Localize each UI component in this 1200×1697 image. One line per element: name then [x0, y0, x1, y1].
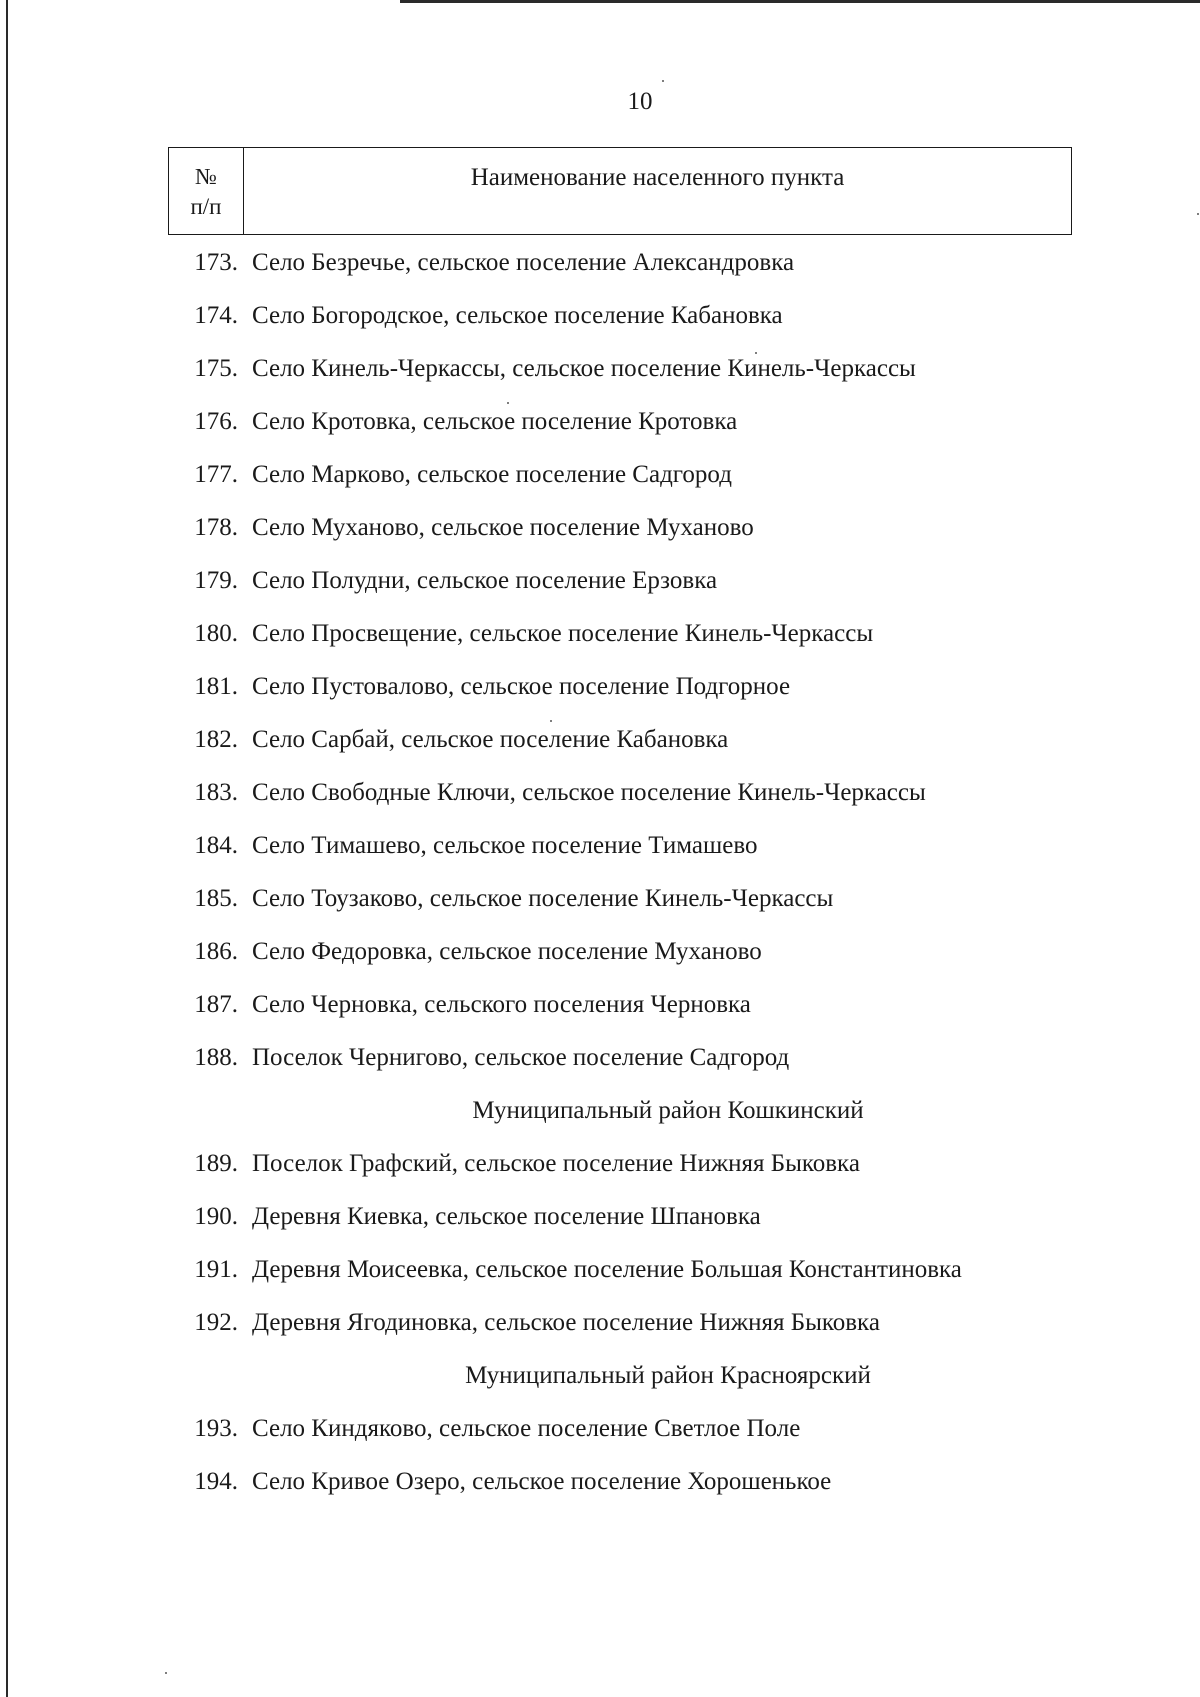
- settlement-list: [168, 247, 1088, 1519]
- scan-speck: [165, 1672, 167, 1674]
- scan-speck: [1197, 213, 1199, 215]
- list-item-number: 183.: [194, 779, 238, 806]
- list-item: [168, 883, 1088, 936]
- list-item-number: 184.: [194, 832, 238, 859]
- list-item: [168, 1148, 1088, 1201]
- page-number: 10: [627, 88, 653, 115]
- list-item-text: Село Тоузаково, сельское поселение Кинель-Черкассы: [252, 885, 834, 912]
- list-item-text: Село Тимашево, сельское поселение Тимашево: [252, 832, 758, 859]
- list-item-text: Поселок Графский, сельское поселение Нижняя Быковка: [252, 1150, 860, 1177]
- list-item-number: 194.: [194, 1468, 238, 1495]
- list-item: [168, 618, 1088, 671]
- table-header-number-symbol: №: [195, 164, 217, 189]
- list-item: [168, 300, 1088, 353]
- list-item-number: 189.: [194, 1150, 238, 1177]
- list-item-number: 174.: [194, 302, 238, 329]
- list-item: [168, 565, 1088, 618]
- district-heading: Муниципальный район Кошкинский: [472, 1097, 864, 1124]
- list-item: [168, 671, 1088, 724]
- list-item-text: Деревня Киевка, сельское поселение Шпановка: [252, 1203, 761, 1230]
- list-item-number: 180.: [194, 620, 238, 647]
- list-item-text: Село Киндяково, сельское поселение Светлое Поле: [252, 1415, 801, 1442]
- list-item-number: 186.: [194, 938, 238, 965]
- list-item-text: Село Просвещение, сельское поселение Кинель-Черкассы: [252, 620, 874, 647]
- list-item-text: Село Марково, сельское поселение Садгород: [252, 461, 732, 488]
- list-item: [168, 830, 1088, 883]
- list-item-number: 176.: [194, 408, 238, 435]
- list-item: [168, 1307, 1088, 1360]
- list-item: [168, 353, 1088, 406]
- list-item-text: Деревня Ягодиновка, сельское поселение Нижняя Быковка: [252, 1309, 880, 1336]
- table-header-name-cell: Наименование населенного пункта: [470, 164, 845, 191]
- list-item: [168, 1413, 1088, 1466]
- list-item-number: 177.: [194, 461, 238, 488]
- scan-speck: [662, 80, 664, 82]
- scan-speck: [550, 720, 552, 722]
- list-item-text: Село Свободные Ключи, сельское поселение Кинель-Черкассы: [252, 779, 926, 806]
- list-item: [168, 777, 1088, 830]
- list-item: [168, 936, 1088, 989]
- list-item: [168, 247, 1088, 300]
- list-item-text: Село Черновка, сельского поселения Черновка: [252, 991, 751, 1018]
- list-item-text: Село Федоровка, сельское поселение Муханово: [252, 938, 762, 965]
- list-item-number: 190.: [194, 1203, 238, 1230]
- list-item-text: Село Сарбай, сельское поселение Кабановка: [252, 726, 729, 753]
- list-item: [168, 989, 1088, 1042]
- list-item-text: Село Кривое Озеро, сельское поселение Хорошенькое: [252, 1468, 832, 1495]
- list-item-number: 187.: [194, 991, 238, 1018]
- list-item-text: Поселок Чернигово, сельское поселение Садгород: [252, 1044, 790, 1071]
- list-item-text: Деревня Моисеевка, сельское поселение Большая Константиновка: [252, 1256, 962, 1283]
- list-item-number: 191.: [194, 1256, 238, 1283]
- table-header-number-abbrev: п/п: [190, 194, 222, 219]
- list-item-number: 192.: [194, 1309, 238, 1336]
- list-item-text: Село Кинель-Черкассы, сельское поселение Кинель-Черкассы: [252, 355, 916, 382]
- table-header: [168, 147, 1072, 235]
- list-item: [168, 459, 1088, 512]
- scan-border-top: [400, 0, 1200, 3]
- list-item-number: 179.: [194, 567, 238, 594]
- list-item-number: 185.: [194, 885, 238, 912]
- scan-border-left: [6, 0, 8, 1697]
- list-item-text: Село Кротовка, сельское поселение Кротовка: [252, 408, 738, 435]
- list-item-number: 173.: [194, 249, 238, 276]
- list-item-number: 182.: [194, 726, 238, 753]
- list-item-text: Село Полудни, сельское поселение Ерзовка: [252, 567, 718, 594]
- list-item-text: Село Безречье, сельское поселение Александровка: [252, 249, 795, 276]
- list-item-number: 178.: [194, 514, 238, 541]
- list-item-number: 193.: [194, 1415, 238, 1442]
- district-heading: Муниципальный район Красноярский: [465, 1362, 871, 1389]
- list-item-text: Село Муханово, сельское поселение Муханово: [252, 514, 754, 541]
- scan-speck: [507, 402, 509, 404]
- list-item-text: Село Пустовалово, сельское поселение Подгорное: [252, 673, 791, 700]
- list-item: [168, 1042, 1088, 1095]
- table-header-number-cell: [169, 148, 244, 234]
- list-item-number: 188.: [194, 1044, 238, 1071]
- list-item: [168, 1201, 1088, 1254]
- list-item: [168, 724, 1088, 777]
- list-item-number: 175.: [194, 355, 238, 382]
- scan-speck: [755, 352, 757, 354]
- list-item-number: 181.: [194, 673, 238, 700]
- list-item: [168, 1466, 1088, 1519]
- list-item: [168, 406, 1088, 459]
- list-item-text: Село Богородское, сельское поселение Кабановка: [252, 302, 783, 329]
- list-item: [168, 512, 1088, 565]
- list-item: [168, 1254, 1088, 1307]
